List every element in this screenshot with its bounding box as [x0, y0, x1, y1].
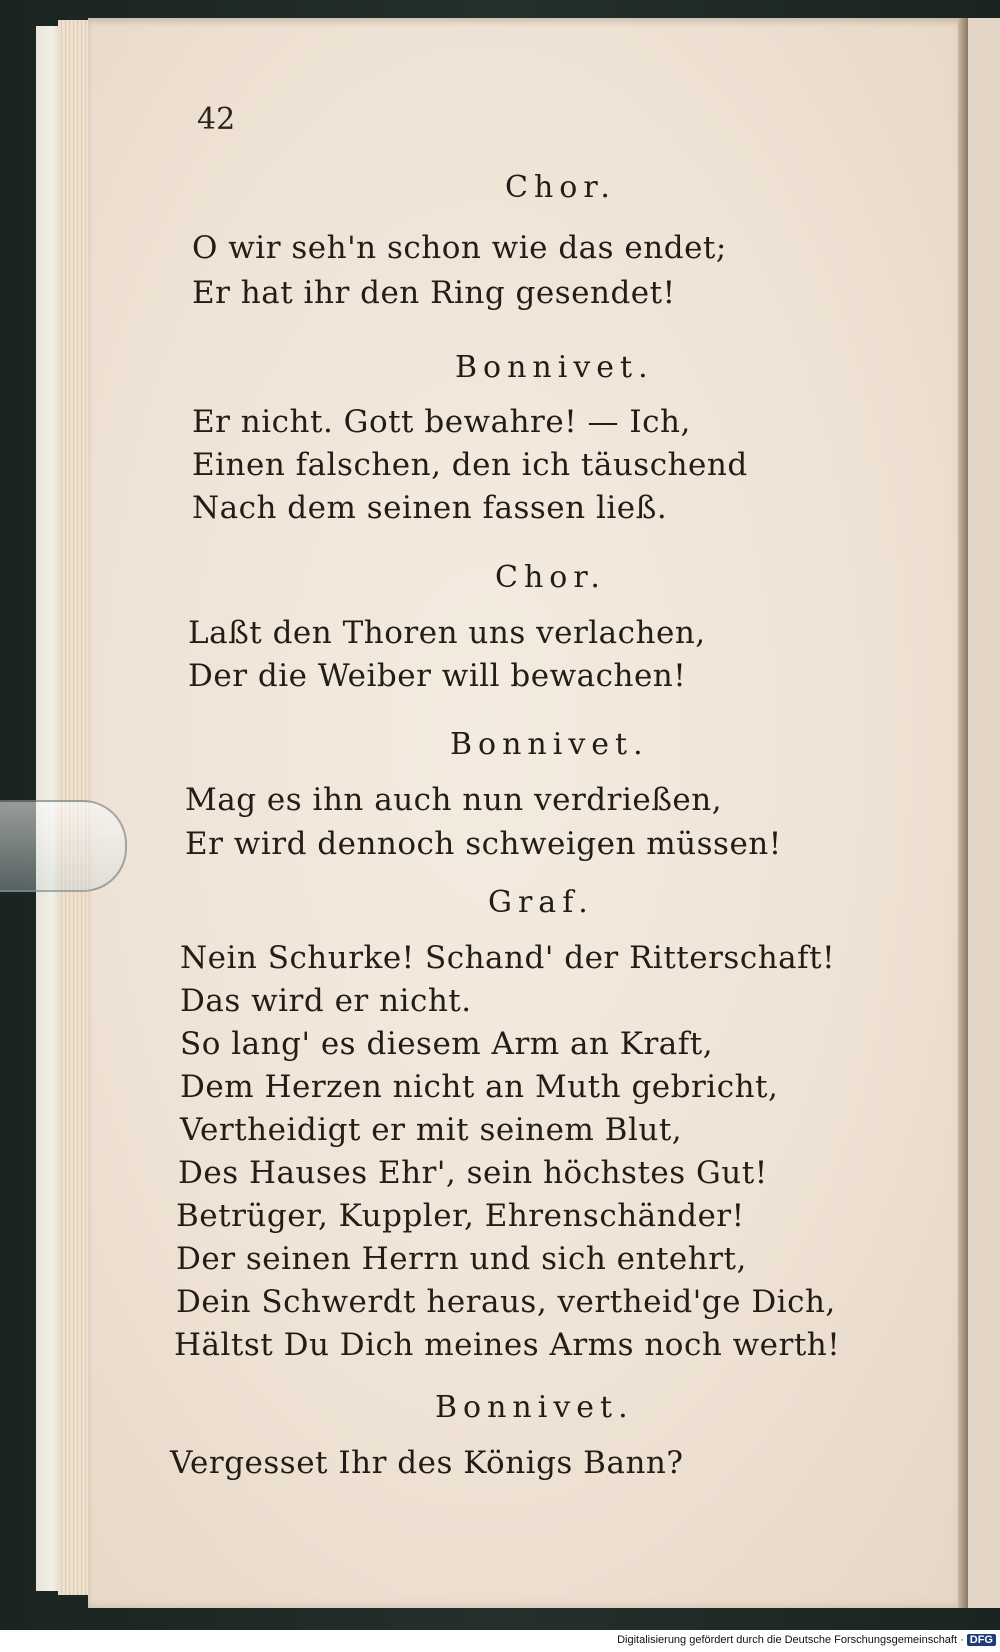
- verse-line: Der die Weiber will bewachen!: [188, 658, 687, 694]
- verse-line: Der seinen Herrn und sich entehrt,: [176, 1241, 747, 1277]
- verse-line: Betrüger, Kuppler, Ehrenschänder!: [176, 1198, 745, 1234]
- verse-line: Vergesset Ihr des Königs Bann?: [170, 1445, 684, 1481]
- verse-line: Nach dem seinen fassen ließ.: [192, 490, 668, 526]
- speaker-name: Graf.: [488, 885, 594, 920]
- speaker-name: Bonnivet.: [435, 1390, 634, 1425]
- verse-line: Dein Schwerdt heraus, vertheid'ge Dich,: [176, 1284, 836, 1320]
- credit-text: Digitalisierung gefördert durch die Deutsche Forschungsgemeinschaft ·: [617, 1634, 964, 1646]
- speaker-name: Chor.: [495, 560, 606, 595]
- verse-line: Das wird er nicht.: [180, 983, 472, 1019]
- verse-line: Laßt den Thoren uns verlachen,: [188, 615, 706, 651]
- page-holder-clip: [0, 800, 127, 892]
- facing-page-edge: [968, 18, 1000, 1608]
- dfg-logo: DFG: [967, 1634, 996, 1646]
- speaker-name: Bonnivet.: [450, 727, 649, 762]
- verse-line: Er hat ihr den Ring gesendet!: [192, 275, 676, 311]
- speaker-name: Chor.: [505, 170, 616, 205]
- verse-line: Einen falschen, den ich täuschend: [192, 447, 748, 483]
- verse-line: Er wird dennoch schweigen müssen!: [185, 826, 782, 862]
- verse-line: Er nicht. Gott bewahre! — Ich,: [192, 404, 691, 440]
- verse-line: Mag es ihn auch nun verdrießen,: [185, 782, 723, 818]
- verse-line: Vertheidigt er mit seinem Blut,: [180, 1112, 683, 1148]
- verse-line: Nein Schurke! Schand' der Ritterschaft!: [180, 940, 836, 976]
- verse-line: So lang' es diesem Arm an Kraft,: [180, 1026, 714, 1062]
- verse-line: O wir seh'n schon wie das endet;: [192, 230, 727, 266]
- digitization-credit: [617, 1634, 996, 1646]
- speaker-name: Bonnivet.: [455, 350, 654, 385]
- verse-line: Dem Herzen nicht an Muth gebricht,: [180, 1069, 779, 1105]
- page-number: 42: [197, 102, 236, 137]
- verse-line: Des Hauses Ehr', sein höchstes Gut!: [178, 1155, 768, 1191]
- verse-line: Hältst Du Dich meines Arms noch werth!: [174, 1327, 841, 1363]
